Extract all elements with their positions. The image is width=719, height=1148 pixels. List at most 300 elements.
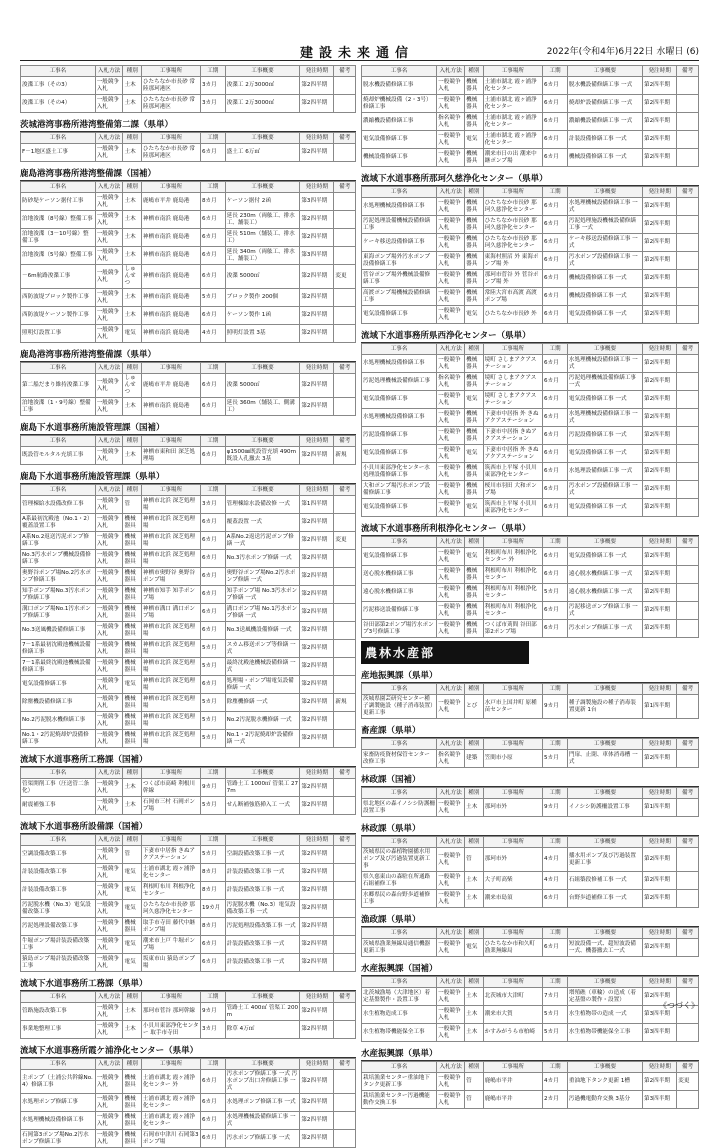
section xyxy=(20,751,356,815)
table-cell: 6カ月 xyxy=(543,391,568,409)
table-row xyxy=(21,694,356,712)
table-cell: 電気設備修繕工事 一式 xyxy=(567,306,642,324)
column-header: 入札方法 xyxy=(437,1062,465,1073)
table-cell: 一般競争入札 xyxy=(437,1073,465,1091)
table-cell: 石組築段修補工事 一式 xyxy=(567,872,642,890)
table-cell: 機械器具 xyxy=(465,95,484,113)
table-cell: つくば市高崎 利根川幹線 xyxy=(141,779,200,797)
table-cell: 利根町布川 利根浄化センター xyxy=(483,584,542,602)
table-cell: 水処理機械設備修繕工事 一式 xyxy=(567,409,642,427)
column-header: 発注時期 xyxy=(643,537,677,548)
table-cell: 機械器具 xyxy=(123,622,141,640)
table-cell: 機械器具 xyxy=(123,586,141,604)
table-cell: 電気 xyxy=(465,939,484,957)
table-cell: 水生植物造成工事 xyxy=(362,1006,437,1024)
table-row xyxy=(362,566,699,584)
table-cell: 電気 xyxy=(465,548,484,566)
table-cell: 一般競争入札 xyxy=(95,568,123,586)
column-header: 工事名 xyxy=(362,66,437,77)
table-cell: 計装設備改築工事 一式 xyxy=(225,936,300,954)
table-cell: No.3汚水ポンプ機械設備修繕工事 xyxy=(21,550,96,568)
table-cell: 一般競争入札 xyxy=(437,463,465,481)
column-header: 工期 xyxy=(543,344,568,355)
table-row xyxy=(21,1130,356,1148)
table-row xyxy=(362,872,699,890)
column-header: 入札方法 xyxy=(95,436,123,447)
table-cell: ケーソン据付 2函 xyxy=(225,193,300,211)
column-header: 工期 xyxy=(200,133,225,144)
table-cell: 7－1系最初沈殿池機械設備修繕工事 xyxy=(21,640,96,658)
table-cell: 第2四半期 xyxy=(300,325,334,343)
column-header: 備考 xyxy=(677,837,699,848)
table-cell: 指名競争入札 xyxy=(437,750,465,768)
project-table xyxy=(361,787,699,817)
table-cell: 一般競争入札 xyxy=(437,149,465,167)
table-cell: 第2四半期 xyxy=(643,95,677,113)
table-cell: 5カ月 xyxy=(543,750,568,768)
column-header: 工事場所 xyxy=(141,485,200,496)
column-header: 発注時期 xyxy=(300,768,334,779)
section xyxy=(20,1042,356,1148)
table-cell: 電気 xyxy=(123,882,141,900)
table-cell: 第2四半期 xyxy=(643,750,677,768)
table-cell: 第2四半期 xyxy=(643,373,677,391)
table-cell: 土浦市湖北 霞ヶ浦浄化センター xyxy=(483,131,542,149)
project-table xyxy=(361,343,699,517)
table-cell: 第2四半期 xyxy=(300,846,334,864)
table-cell: ケーソン製作 1函 xyxy=(225,307,300,325)
table-cell: 土浦市湖北 霞ヶ浦浄化センター 外 xyxy=(141,1070,200,1094)
column-header: 工事概要 xyxy=(567,837,642,848)
table-cell: 下妻市中居指 きぬアクアステーション xyxy=(141,846,200,864)
section xyxy=(361,1045,699,1109)
column-header: 備考 xyxy=(334,66,356,77)
table-row xyxy=(21,1003,356,1021)
table-row xyxy=(362,113,699,131)
table-cell: 第2四半期 xyxy=(300,1003,334,1021)
table-cell: 境町 さしまアクアステーション xyxy=(483,373,542,391)
table-cell: 6カ月 xyxy=(200,622,225,640)
table-cell: 一般競争入札 xyxy=(95,77,123,95)
column-header: 発注時期 xyxy=(300,182,334,193)
table-cell: 8カ月 xyxy=(200,882,225,900)
table-cell: 土浦市湖北 霞ヶ浦浄化センター xyxy=(483,95,542,113)
table-cell: しゅんせつ xyxy=(123,374,141,398)
table-cell: 7カ月 xyxy=(543,988,568,1006)
table-cell: 照明灯設置 3基 xyxy=(225,325,300,343)
table-cell xyxy=(334,398,356,416)
table-row xyxy=(21,532,356,550)
table-cell: 第2四半期 xyxy=(643,445,677,463)
table-cell: 4カ月 xyxy=(200,325,225,343)
table-cell: ひたちなか市長砂 那珂久慈浄化センター xyxy=(483,198,542,216)
table-cell: 神栖市北浜 深芝処理場 xyxy=(141,658,200,676)
table-cell xyxy=(677,1024,699,1042)
table-cell: 機械器具 xyxy=(123,532,141,550)
table-cell: 一般競争入札 xyxy=(437,95,465,113)
table-cell: 石岡市三村 石岡ポンプ場 xyxy=(141,797,200,815)
table-row xyxy=(21,640,356,658)
table-row xyxy=(362,252,699,270)
table-cell: 水処理設備修繕工事 一式 xyxy=(567,463,642,481)
section-title: 農林水産部 xyxy=(361,641,529,664)
table-cell: 第2四半期 xyxy=(300,954,334,972)
section xyxy=(361,911,699,957)
table-cell: 神栖市北浜 深芝処理場 xyxy=(141,550,200,568)
table-cell: 管渠開削工事（圧送管二条化） xyxy=(21,779,96,797)
column-header: 工事名 xyxy=(362,788,437,799)
table-cell: 3カ月 xyxy=(200,1021,225,1039)
table-cell xyxy=(677,750,699,768)
table-cell: 新規 xyxy=(334,447,356,465)
table-header-row xyxy=(362,187,699,198)
table-cell: 機械器具 xyxy=(123,918,141,936)
table-cell xyxy=(677,252,699,270)
table-cell xyxy=(334,77,356,95)
section-title: 漁政課（県単） xyxy=(361,911,699,927)
table-cell: 第2四半期 xyxy=(300,550,334,568)
column-header: 工事名 xyxy=(21,182,96,193)
table-cell: 台野歩道補修工事 一式 xyxy=(567,890,642,908)
column-header: 備考 xyxy=(334,485,356,496)
table-cell: ひたちなか市長砂 那珂久慈浄化センター xyxy=(483,216,542,234)
table-cell: 耐震補強工事 xyxy=(21,797,96,815)
column-header: 工期 xyxy=(200,992,225,1003)
table-cell: 第2四半期 xyxy=(643,602,677,620)
table-cell: 土木 xyxy=(123,398,141,416)
column-header: 備考 xyxy=(334,133,356,144)
table-cell: No.3汚水ポンプ修繕 一式 xyxy=(225,550,300,568)
table-row xyxy=(362,445,699,463)
column-header: 備考 xyxy=(677,187,699,198)
table-cell: 第2四半期 xyxy=(643,620,677,638)
table-cell: 筑西市上平塚 小貝川東部浄化センター xyxy=(483,463,542,481)
table-cell: 管路土工 400㎥ 管渠工 200m xyxy=(225,1003,300,1021)
table-cell: 土木 xyxy=(465,1006,484,1024)
table-cell: 汚水ポンプ設備修繕工事 一式 xyxy=(567,252,642,270)
table-cell: 5カ月 xyxy=(200,712,225,730)
table-cell: 6カ月 xyxy=(543,373,568,391)
table-cell: 谷田部第2ポンプ場汚水ポンプ3号修繕工事 xyxy=(362,620,437,638)
section-title: 林政課（県単） xyxy=(361,820,699,836)
table-cell: 第2四半期 xyxy=(300,640,334,658)
table-cell: 潮来市日の出 潮来中継ポンプ場 xyxy=(483,149,542,167)
column-header: 工事概要 xyxy=(567,684,642,695)
table-cell: 鹿嶋市平井 xyxy=(483,1073,542,1091)
table-cell: 第2四半期 xyxy=(643,288,677,306)
table-cell: 新規 xyxy=(334,694,356,712)
table-cell: 那珂市菅谷 外 菅谷ポンプ場 外 xyxy=(483,270,542,288)
table-cell: 延長 230m（両舷工、排水工、舗装工） xyxy=(225,211,300,229)
table-cell: 一般競争入札 xyxy=(437,198,465,216)
table-row xyxy=(21,229,356,247)
column-header: 入札方法 xyxy=(437,344,465,355)
table-cell: 土木 xyxy=(465,988,484,1006)
column-header: 工期 xyxy=(543,684,568,695)
table-cell: 一般競争入札 xyxy=(437,890,465,908)
table-cell: ひたちなか市長砂 常陸那珂港区 xyxy=(141,77,200,95)
section xyxy=(20,419,356,465)
table-cell: 6カ月 xyxy=(543,548,568,566)
table-row xyxy=(21,712,356,730)
table-cell: 第2四半期 xyxy=(300,568,334,586)
table-cell: 土木 xyxy=(465,872,484,890)
table-cell: 機械器具 xyxy=(465,355,484,373)
project-table xyxy=(20,132,356,162)
section-title: 流域下水道事務所那珂久慈浄化センター（県単） xyxy=(361,170,699,186)
column-header: 工事場所 xyxy=(483,977,542,988)
table-cell: 4カ月 xyxy=(543,1073,568,1091)
table-cell: 汚泥処理設備改築工事 xyxy=(21,918,96,936)
column-header: 種別 xyxy=(123,992,141,1003)
column-header: 種別 xyxy=(123,768,141,779)
table-cell: 神栖市南浜 鹿島港 xyxy=(141,307,200,325)
table-cell: 神栖市南浜 鹿島港 xyxy=(141,229,200,247)
table-cell: 県北地区の森イノシシ防護柵設置工事 xyxy=(362,799,437,817)
table-cell: ひたちなか市長砂 常陸那珂港区 xyxy=(141,144,200,162)
column-header: 種別 xyxy=(465,928,484,939)
table-cell: 利根町布川 利根浄化センター xyxy=(483,602,542,620)
table-cell: －6m航路浚渫工事 xyxy=(21,265,96,289)
table-cell: 汚過機電動弁交換 3基分 xyxy=(567,1091,642,1109)
column-header: 発注時期 xyxy=(300,133,334,144)
table-cell: 北茨城市大津町 xyxy=(483,988,542,1006)
table-cell: 第2四半期 xyxy=(300,1130,334,1148)
table-cell xyxy=(677,355,699,373)
table-cell: ひたちなか市長砂 外 xyxy=(483,306,542,324)
table-cell xyxy=(677,77,699,95)
table-row xyxy=(362,939,699,957)
table-cell: 第2四半期 xyxy=(300,864,334,882)
table-cell: 土木 xyxy=(123,211,141,229)
column-header: 工事場所 xyxy=(141,1059,200,1070)
table-cell: かすみがうら市柏崎 xyxy=(483,1024,542,1042)
table-cell: 猿島ポンプ場計装設備改築工事 xyxy=(21,954,96,972)
table-cell xyxy=(334,193,356,211)
table-cell: 神栖市知手 知手ポンプ場 xyxy=(141,586,200,604)
table-cell: 機械設備修繕工事 一式 xyxy=(567,288,642,306)
table-row xyxy=(362,409,699,427)
table-cell: 第2四半期 xyxy=(643,216,677,234)
section-title: 鹿島港湾事務所港湾整備課（県単） xyxy=(20,346,356,362)
table-cell: ひたちなか市和久町 漁業無線局 xyxy=(483,939,542,957)
project-table xyxy=(20,435,356,465)
table-cell: 土浦市湖北 霞ヶ浦浄化センター xyxy=(483,77,542,95)
table-cell: 3カ月 xyxy=(200,77,225,95)
column-header: 入札方法 xyxy=(95,363,123,374)
column-header: 入札方法 xyxy=(437,739,465,750)
column-header: 備考 xyxy=(334,992,356,1003)
table-cell xyxy=(677,270,699,288)
column-header: 工事場所 xyxy=(483,344,542,355)
table-cell: 境町 さしまアクアステーション xyxy=(483,355,542,373)
section-title: 水産振興課（国補） xyxy=(361,960,699,976)
column-header: 工期 xyxy=(543,977,568,988)
table-cell: 一般競争入札 xyxy=(437,602,465,620)
table-cell: 6カ月 xyxy=(543,77,568,95)
table-cell: 一般競争入札 xyxy=(437,77,465,95)
table-cell: 汚泥移送設備修繕工事 xyxy=(362,602,437,620)
project-table xyxy=(20,1058,356,1148)
table-cell xyxy=(334,514,356,532)
table-cell: A系No.2返送汚泥ポンプ修繕工事 xyxy=(21,532,96,550)
table-cell: 神栖市溝口 溝口ポンプ場 xyxy=(141,604,200,622)
table-cell: 一般競争入札 xyxy=(95,658,123,676)
section xyxy=(361,327,699,517)
column-header: 工事概要 xyxy=(567,344,642,355)
table-cell: 6カ月 xyxy=(543,131,568,149)
table-cell: 第2四半期 xyxy=(300,289,334,307)
table-header-row xyxy=(21,66,356,77)
table-cell: 第2四半期 xyxy=(300,1021,334,1039)
column-header: 工事概要 xyxy=(225,133,300,144)
table-row xyxy=(362,848,699,872)
table-cell: 一般競争入札 xyxy=(95,289,123,307)
table-cell: 菅谷ポンプ場外機械設備修繕工事 xyxy=(362,270,437,288)
table-row xyxy=(362,373,699,391)
table-row xyxy=(362,149,699,167)
section xyxy=(20,116,356,162)
column-header: 発注時期 xyxy=(643,684,677,695)
table-cell: 6カ月 xyxy=(200,676,225,694)
column-header: 工期 xyxy=(543,837,568,848)
table-row xyxy=(21,586,356,604)
table-cell: 神栖市南浜 鹿島港 xyxy=(141,211,200,229)
column-header: 工期 xyxy=(543,928,568,939)
table-cell: 機械器具 xyxy=(465,216,484,234)
table-cell: 一般競争入札 xyxy=(95,1003,123,1021)
table-cell: 4カ月 xyxy=(543,848,568,872)
table-cell: 第2四半期 xyxy=(300,532,334,550)
table-cell: 計装設備修繕工事 一式 xyxy=(567,131,642,149)
table-cell: 泊地浚渫（8号線）整備工事 xyxy=(21,211,96,229)
column-header: 発注時期 xyxy=(643,66,677,77)
table-row xyxy=(21,247,356,265)
table-row xyxy=(362,198,699,216)
table-header-row xyxy=(362,684,699,695)
column-header: 発注時期 xyxy=(643,739,677,750)
column-header: 種別 xyxy=(465,344,484,355)
column-header: 工事名 xyxy=(21,485,96,496)
table-cell: 汚泥処理設備機械設備修繕工事 xyxy=(362,216,437,234)
table-cell: 第2四半期 xyxy=(643,427,677,445)
table-cell: 機械器具 xyxy=(465,409,484,427)
table-cell: 一般競争入札 xyxy=(95,604,123,622)
table-cell: 6カ月 xyxy=(543,149,568,167)
table-cell: 遠心脱水機修繕工事 一式 xyxy=(567,566,642,584)
table-cell: A系No.2返送汚泥ポンプ修繕 一式 xyxy=(225,532,300,550)
table-cell: 溝口ポンプ場No.1汚水ポンプ修繕工事 xyxy=(21,604,96,622)
table-cell: 一般競争入札 xyxy=(437,445,465,463)
table-header-row xyxy=(21,363,356,374)
table-cell: 5カ月 xyxy=(200,797,225,815)
table-cell: スカム移送ポンプ等修繕 一式 xyxy=(225,640,300,658)
table-row xyxy=(21,550,356,568)
table-cell: 汚水ポンプ修繕工事 一式 xyxy=(567,620,642,638)
table-row xyxy=(21,676,356,694)
table-cell: 鹿嶋市平井 鹿島港 xyxy=(141,193,200,211)
table-cell: No.2汚泥脱水機修繕 一式 xyxy=(225,712,300,730)
table-cell: 延長 510m（舗装工、排水工） xyxy=(225,229,300,247)
column-header: 備考 xyxy=(677,684,699,695)
table-cell: 3カ月 xyxy=(200,496,225,514)
table-cell xyxy=(677,1091,699,1109)
table-cell: 播水用ポンプ及び汚過装置更新工事 xyxy=(567,848,642,872)
column-header: 工期 xyxy=(543,187,568,198)
column-header: 備考 xyxy=(677,344,699,355)
table-cell xyxy=(334,229,356,247)
table-cell: 一般競争入札 xyxy=(95,882,123,900)
column-header: 工事概要 xyxy=(567,1062,642,1073)
table-cell: 増殖礁（車輪）の造成（着定基盤の製作・設置） xyxy=(567,988,642,1006)
table-cell xyxy=(334,550,356,568)
section xyxy=(20,65,356,113)
column-header: 発注時期 xyxy=(643,1062,677,1073)
table-cell: 一般競争入札 xyxy=(95,229,123,247)
table-cell xyxy=(334,289,356,307)
table-cell: 第3四半期 xyxy=(300,193,334,211)
table-cell: F－1地区盛土工事 xyxy=(21,144,96,162)
table-cell: 機械器具 xyxy=(465,620,484,638)
project-table xyxy=(20,991,356,1039)
table-cell: 5カ月 xyxy=(200,658,225,676)
table-cell: 鹿嶋市平井 鹿島港 xyxy=(141,374,200,398)
table-cell: 一般競争入札 xyxy=(437,566,465,584)
table-cell: 電気 xyxy=(123,676,141,694)
table-cell: 管路施設改築工事 xyxy=(21,1003,96,1021)
column-header: 発注時期 xyxy=(300,436,334,447)
table-cell: 2カ月 xyxy=(543,1091,568,1109)
column-header: 工事場所 xyxy=(483,928,542,939)
table-row xyxy=(21,622,356,640)
table-header-row xyxy=(362,66,699,77)
table-cell: 電気設備修繕工事 一式 xyxy=(567,445,642,463)
column-header: 備考 xyxy=(334,182,356,193)
table-row xyxy=(362,988,699,1006)
column-header: 工事概要 xyxy=(225,768,300,779)
table-cell: つくば市苅間 谷田部第2ポンプ場 xyxy=(483,620,542,638)
table-cell: 3カ月 xyxy=(200,95,225,113)
table-row xyxy=(362,499,699,517)
table-cell: 機械器具 xyxy=(465,234,484,252)
table-cell: 第2四半期 xyxy=(643,355,677,373)
table-row xyxy=(21,846,356,864)
table-cell: 一般競争入札 xyxy=(437,499,465,517)
table-cell: 牛堀ポンプ場計装設備改築工事 xyxy=(21,936,96,954)
table-cell: 盛土工 6万㎥ xyxy=(225,144,300,162)
table-cell: 第2四半期 xyxy=(300,77,334,95)
table-cell: 空調設備改築工事 xyxy=(21,846,96,864)
table-cell: 機械器具 xyxy=(123,1130,141,1148)
table-cell: 一般競争入札 xyxy=(95,712,123,730)
project-table xyxy=(361,738,699,768)
table-cell: 潮来市大賀 xyxy=(483,1006,542,1024)
table-cell: 家畜防疫資材保管センター改修工事 xyxy=(362,750,437,768)
table-cell: 6カ月 xyxy=(543,427,568,445)
table-cell: 一般競争入札 xyxy=(95,586,123,604)
table-cell: 6カ月 xyxy=(543,566,568,584)
table-cell: No.3送風機設備修繕工事 xyxy=(21,622,96,640)
table-cell: 9カ月 xyxy=(543,695,568,719)
table-cell: 送心脱水機修繕工事 xyxy=(362,566,437,584)
table-cell: 那珂市外 xyxy=(483,799,542,817)
table-cell: せん断補強筋挿入工 一式 xyxy=(225,797,300,815)
column-header: 備考 xyxy=(334,363,356,374)
table-cell: 電気設備修繕工事 一式 xyxy=(567,548,642,566)
table-cell: 除塵機修繕 一式 xyxy=(225,694,300,712)
table-row xyxy=(362,288,699,306)
table-cell: 第1四半期 xyxy=(643,695,677,719)
